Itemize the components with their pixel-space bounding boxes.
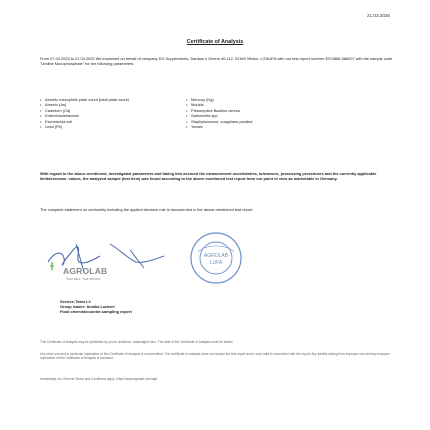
parameter-column-right <box>186 97 366 129</box>
footer-terms-link[interactable]: Incidentally, our General Terms and Conditions apply: https://www.agrolab.com/agb <box>40 377 158 381</box>
parameter-item: • Lead (Pb) <box>40 124 190 129</box>
parameter-item: • Moulds <box>186 102 366 107</box>
document-date: 21.03.2025 <box>367 13 390 18</box>
signatory-role: Group leader: Annika Luderer <box>60 303 115 309</box>
intro-paragraph: From 07.03.2025 to 21.03.2025 We examined on behalf of company DG Supplements, Dariaus ir Gireno 40-112, 02189 Vilnius, LITAUEN with our test report number 3574866-588207 with the sample code "Undine Monophosphate" for the following parameters: <box>40 56 393 67</box>
signatory-block <box>60 300 132 314</box>
stamp-arc <box>198 246 234 252</box>
parameter-item: • Escherichia coli <box>40 119 190 124</box>
parameter-item: • Mercury (Hg) <box>186 97 366 102</box>
signatory-title: Food chemist/counter-sampling expert <box>60 308 132 314</box>
conclusion-paragraph: With regard to the above-mentioned, investigated parameters and taking into account the measurement uncertainties, tolerances, processing procedures and the currently applicable limits/recomm. values, the analyzed sample (test item) was found according to the above mentioned test report from our point of view as marketable in Germany. <box>40 171 377 182</box>
document-title: Certificate of Analysis <box>186 39 244 45</box>
parameter-item: • Staphylococcus, coagulase-positive <box>186 119 366 124</box>
parameter-item: • Yeasts <box>186 124 366 129</box>
footer-publication-note: This Certificate of Analysis may be published by you in unaltered, unabridged form. The date of the Certificate of Analysis must be stated. <box>40 340 234 344</box>
service-team: Service-Team L2 <box>60 299 91 304</box>
stamp-text-top: AGROLAB <box>203 253 229 259</box>
parameter-column-left <box>40 97 190 129</box>
parameter-item: • Enterobacteriaceae <box>40 113 190 118</box>
parameter-item: • Salmonella spp <box>186 113 366 118</box>
parameter-item: • Arsenic (As) <box>40 102 190 107</box>
parameter-item: • Presumptive Bacillus cereus <box>186 108 366 113</box>
parameter-item: • Aerobic mesophilic plate count (total plate count) <box>40 97 190 102</box>
stamp-text-bottom: LUFA <box>209 260 223 266</box>
lab-stamp <box>188 230 244 286</box>
agrolab-leaf-icon <box>50 262 54 270</box>
agrolab-logo: AGROLAB <box>63 266 108 276</box>
conformity-note: The complete statement on conformity including the applied decision rule is documented in the above-mentioned test report. <box>40 207 254 212</box>
agrolab-tagline: Your labs. Your service. <box>66 277 102 281</box>
footer-liability-note: Any other use and in particular duplication of this Certificate of Analysis is not permitted. The certificate of analysis does not replace the test report and is only valid in connection with the report. Any liability arising from improper use and any improper duplication of this Certificate of Analysis is excluded. <box>40 352 391 361</box>
signature-stroke <box>48 247 100 265</box>
parameter-item: • Cadmium (Cd) <box>40 108 190 113</box>
